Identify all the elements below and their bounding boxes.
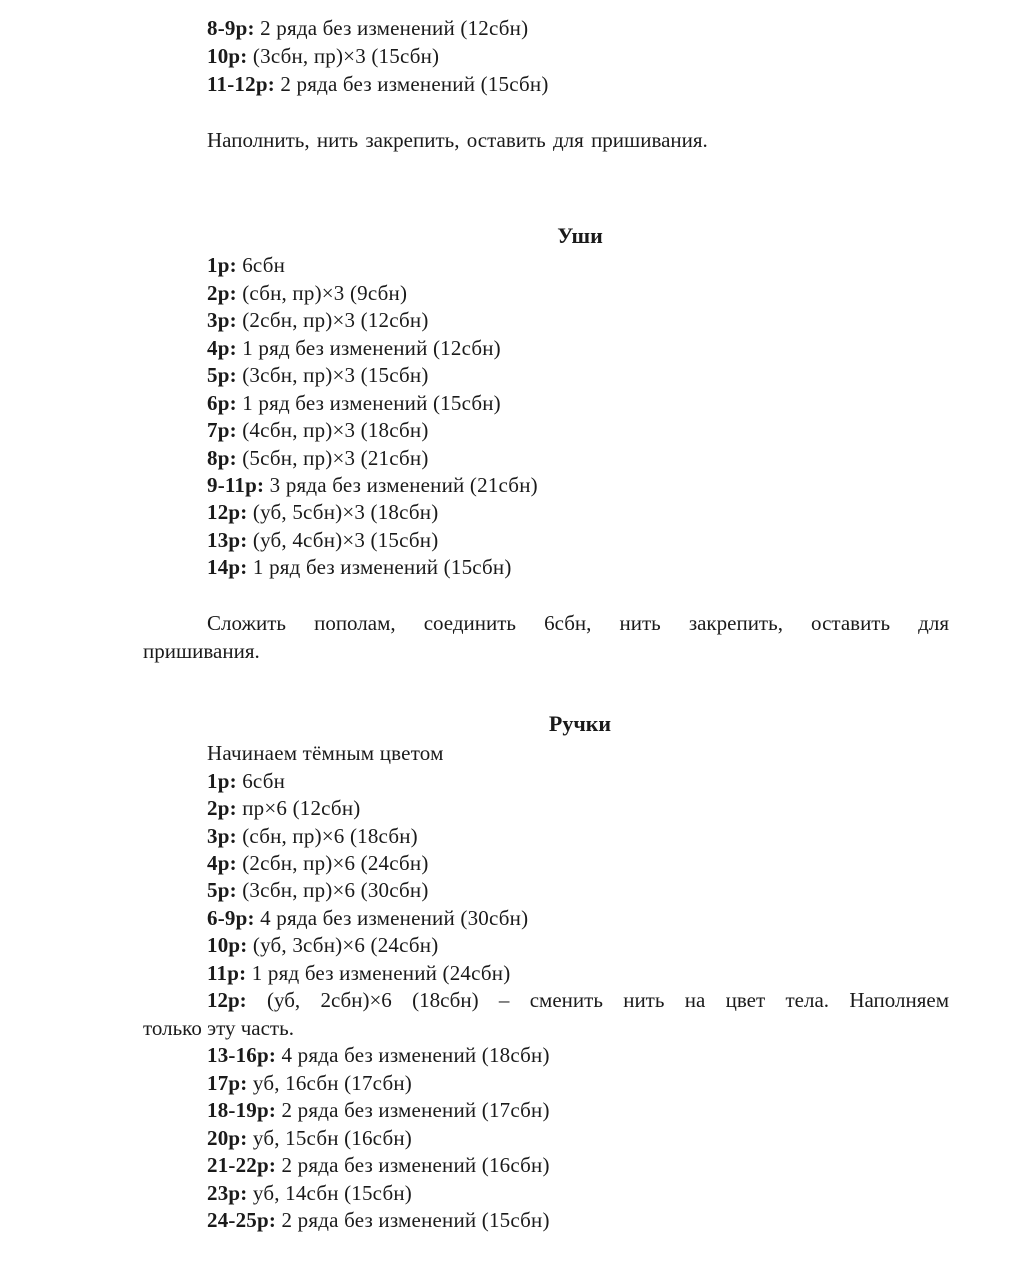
- row-text: 6сбн: [236, 769, 286, 793]
- row-arms-6: [207, 932, 438, 958]
- row-text: (уб, 4сбн)×3 (15сбн): [247, 528, 439, 552]
- row-arms-12: [207, 987, 949, 1013]
- row-text: (3сбн, пр)×3 (15сбн): [247, 44, 440, 68]
- row-arms-0: [207, 768, 285, 794]
- row-arms-12-continuation: только эту часть.: [143, 1016, 294, 1040]
- row-label: 1р:: [207, 253, 237, 277]
- row-arms-b6: [207, 1207, 550, 1233]
- row-label: 10р:: [207, 933, 248, 957]
- row-label: 2р:: [207, 281, 237, 305]
- row-label: 18-19р:: [207, 1098, 277, 1122]
- row-label: 10р:: [207, 44, 248, 68]
- row-text: 2 ряда без изменений (17сбн): [276, 1098, 550, 1122]
- row-ears-1: [207, 280, 407, 306]
- row-top-1: [207, 43, 439, 69]
- row-label: 5р:: [207, 878, 237, 902]
- row-label: 6р:: [207, 391, 237, 415]
- row-label: 1р:: [207, 769, 237, 793]
- row-text: 2 ряда без изменений (15сбн): [276, 1208, 550, 1232]
- row-text: 6сбн: [236, 253, 286, 277]
- section-title-arms: Ручки: [548, 711, 612, 736]
- row-text: уб, 14сбн (15сбн): [247, 1181, 412, 1205]
- row-text: 2 ряда без изменений (15сбн): [274, 72, 549, 96]
- row-arms-b5: [207, 1180, 412, 1206]
- row-arms-7: [207, 960, 510, 986]
- row-label: 4р:: [207, 851, 237, 875]
- row-label: 11р:: [207, 961, 247, 985]
- row-label: 13-16р:: [207, 1043, 277, 1067]
- row-ears-4: [207, 362, 429, 388]
- row-label: 14р:: [207, 555, 248, 579]
- row-label: 12р:: [207, 500, 248, 524]
- row-ears-6: [207, 417, 429, 443]
- section-title-ears: Уши: [557, 223, 603, 248]
- arms-intro: Начинаем тёмным цветом: [207, 741, 444, 765]
- row-text: 1 ряд без изменений (15сбн): [247, 555, 512, 579]
- ears-note-line2: пришивания.: [143, 639, 260, 663]
- row-ears-0: [207, 252, 285, 278]
- row-ears-7: [207, 445, 429, 471]
- row-label: 5р:: [207, 363, 237, 387]
- row-label: 11-12р:: [207, 72, 275, 96]
- row-text: (сбн, пр)×3 (9сбн): [236, 281, 408, 305]
- row-arms-1: [207, 795, 360, 821]
- row-text: 1 ряд без изменений (24сбн): [246, 961, 511, 985]
- row-text: 4 ряда без изменений (18сбн): [276, 1043, 550, 1067]
- row-top-0: [207, 15, 528, 41]
- row-label: 4р:: [207, 336, 237, 360]
- row-label: 23р:: [207, 1181, 248, 1205]
- row-text: 3 ряда без изменений (21сбн): [264, 473, 538, 497]
- row-arms-b0: [207, 1042, 550, 1068]
- ears-note-line1: Сложить пополам, соединить 6сбн, нить закрепить, оставить для: [207, 611, 949, 635]
- row-text: 1 ряд без изменений (15сбн): [236, 391, 501, 415]
- row-text: пр×6 (12сбн): [236, 796, 361, 820]
- row-text: (уб, 2сбн)×6 (18сбн) – сменить нить на цвет тела. Наполняем: [246, 988, 949, 1012]
- row-text: (3сбн, пр)×3 (15сбн): [236, 363, 429, 387]
- row-ears-8: [207, 472, 538, 498]
- row-ears-3: [207, 335, 501, 361]
- row-text: 2 ряда без изменений (12сбн): [254, 16, 529, 40]
- row-text: (3сбн, пр)×6 (30сбн): [236, 878, 429, 902]
- row-text: уб, 15сбн (16сбн): [247, 1126, 412, 1150]
- row-ears-5: [207, 390, 501, 416]
- row-text: (2сбн, пр)×6 (24сбн): [236, 851, 429, 875]
- row-label: 24-25р:: [207, 1208, 277, 1232]
- row-label: 20р:: [207, 1126, 248, 1150]
- row-label: 6-9р:: [207, 906, 255, 930]
- row-text: 1 ряд без изменений (12сбн): [236, 336, 501, 360]
- row-label: 8р:: [207, 446, 237, 470]
- row-text: (4сбн, пр)×3 (18сбн): [236, 418, 429, 442]
- row-label: 3р:: [207, 824, 237, 848]
- row-label: 17р:: [207, 1071, 248, 1095]
- row-arms-b2: [207, 1097, 550, 1123]
- row-label: 9-11р:: [207, 473, 265, 497]
- row-arms-5: [207, 905, 528, 931]
- row-label: 21-22р:: [207, 1153, 277, 1177]
- row-text: (сбн, пр)×6 (18сбн): [236, 824, 418, 848]
- row-text: (уб, 3сбн)×6 (24сбн): [247, 933, 439, 957]
- row-label: 12р:: [207, 988, 247, 1012]
- row-label: 13р:: [207, 528, 248, 552]
- row-label: 8-9р:: [207, 16, 255, 40]
- row-arms-3: [207, 850, 429, 876]
- row-text: 2 ряда без изменений (16сбн): [276, 1153, 550, 1177]
- row-ears-9: [207, 499, 438, 525]
- row-text: уб, 16сбн (17сбн): [247, 1071, 412, 1095]
- row-top-2: [207, 71, 549, 97]
- row-arms-b3: [207, 1125, 412, 1151]
- row-arms-4: [207, 877, 429, 903]
- row-arms-b4: [207, 1152, 550, 1178]
- row-text: (5сбн, пр)×3 (21сбн): [236, 446, 429, 470]
- row-label: 3р:: [207, 308, 237, 332]
- row-text: (2сбн, пр)×3 (12сбн): [236, 308, 429, 332]
- row-label: 2р:: [207, 796, 237, 820]
- row-text: 4 ряда без изменений (30сбн): [254, 906, 529, 930]
- row-ears-2: [207, 307, 429, 333]
- row-ears-11: [207, 554, 512, 580]
- row-arms-b1: [207, 1070, 412, 1096]
- row-label: 7р:: [207, 418, 237, 442]
- row-text: (уб, 5сбн)×3 (18сбн): [247, 500, 439, 524]
- top-note: Наполнить, нить закрепить, оставить для пришивания.: [207, 128, 708, 152]
- row-ears-10: [207, 527, 438, 553]
- row-arms-2: [207, 823, 418, 849]
